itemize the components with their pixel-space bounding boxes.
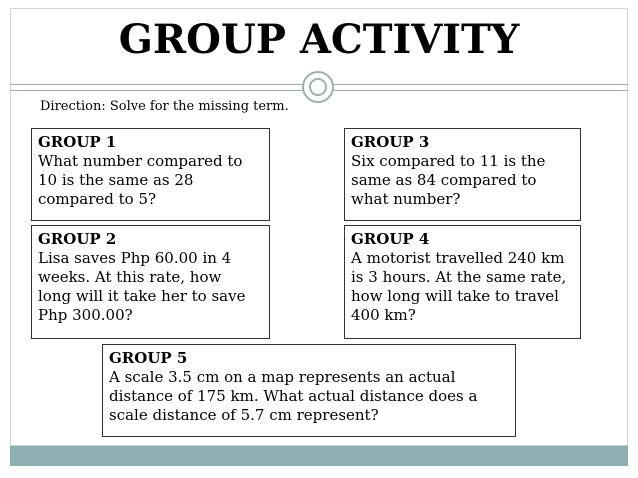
slide-title: GROUP ACTIVITY [118, 16, 520, 63]
group-5-text: A scale 3.5 cm on a map represents an actual distance of 175 km. What actual distance does a scale distance of 5.7 cm represent? [109, 368, 478, 424]
group-3-box [344, 128, 581, 221]
group-2-heading: GROUP 2 [38, 230, 117, 248]
group-1-heading: GROUP 1 [38, 133, 117, 151]
group-4-text: A motorist travelled 240 km is 3 hours. At the same rate, how long will take to travel 400 km? [351, 249, 567, 324]
direction-text: Direction: Solve for the missing term. [40, 99, 289, 114]
group-5-heading: GROUP 5 [109, 349, 188, 367]
circle-ornament-icon [302, 71, 334, 103]
group-1-text: What number compared to 10 is the same as 28 compared to 5? [38, 152, 243, 208]
group-1-box [31, 128, 270, 221]
group-3-heading: GROUP 3 [351, 133, 430, 151]
group-4-box [344, 225, 581, 339]
group-4-heading: GROUP 4 [351, 230, 430, 248]
circle-ornament-inner [309, 78, 327, 96]
footer-bar [10, 446, 628, 466]
group-2-box [31, 225, 270, 339]
group-2-text: Lisa saves Php 60.00 in 4 weeks. At this rate, how long will it take her to save Php 300.00? [38, 249, 246, 324]
group-3-text: Six compared to 11 is the same as 84 compared to what number? [351, 152, 546, 208]
group-5-box [102, 344, 516, 437]
